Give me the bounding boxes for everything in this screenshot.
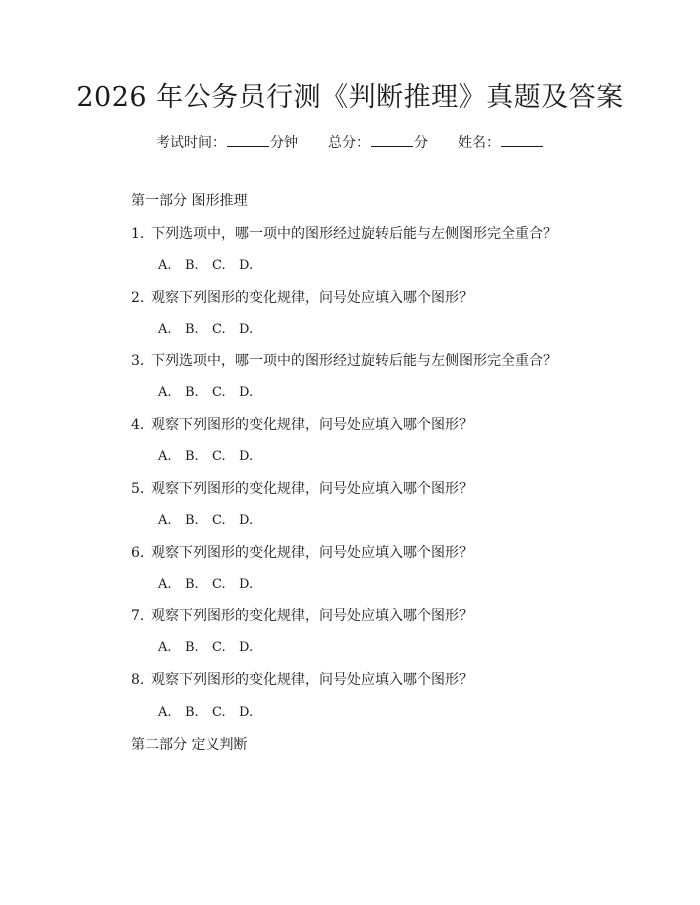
score-unit: 分 (414, 135, 428, 151)
question-item (131, 670, 473, 690)
answer-options (158, 320, 266, 340)
question-item (131, 224, 557, 244)
option-b[interactable]: B. (185, 322, 199, 337)
question-text: 下列选项中，哪一项中的图形经过旋转后能与左侧图形完全重合？ (151, 353, 557, 369)
option-b[interactable]: B. (185, 577, 199, 592)
answer-options (158, 703, 266, 723)
question-text: 观察下列图形的变化规律，问号处应填入哪个图形？ (151, 417, 473, 433)
answer-options (158, 383, 266, 403)
option-a[interactable]: A. (158, 385, 172, 400)
time-blank[interactable] (227, 131, 269, 147)
score-blank[interactable] (371, 131, 413, 147)
option-d[interactable]: D. (239, 449, 254, 464)
option-a[interactable]: A. (158, 640, 172, 655)
option-c[interactable]: C. (212, 705, 226, 720)
question-text: 观察下列图形的变化规律，问号处应填入哪个图形？ (151, 608, 473, 624)
answer-options (158, 256, 266, 276)
section-heading-1: 第一部分 图形推理 (131, 193, 248, 209)
option-d[interactable]: D. (239, 705, 254, 720)
question-number: 4. (131, 417, 145, 433)
option-a[interactable]: A. (158, 322, 172, 337)
answer-options (158, 575, 266, 595)
option-d[interactable]: D. (239, 640, 254, 655)
option-a[interactable]: A. (158, 513, 172, 528)
time-label: 考试时间： (156, 135, 226, 151)
option-c[interactable]: C. (212, 322, 226, 337)
question-text: 下列选项中，哪一项中的图形经过旋转后能与左侧图形完全重合？ (151, 226, 557, 242)
question-item (131, 415, 473, 435)
option-c[interactable]: C. (212, 577, 226, 592)
option-d[interactable]: D. (239, 322, 254, 337)
question-item (131, 479, 473, 499)
option-b[interactable]: B. (185, 513, 199, 528)
question-number: 1. (131, 226, 145, 242)
option-b[interactable]: B. (185, 449, 199, 464)
question-text: 观察下列图形的变化规律，问号处应填入哪个图形？ (151, 672, 473, 688)
option-b[interactable]: B. (185, 385, 199, 400)
option-c[interactable]: C. (212, 258, 226, 273)
question-number: 6. (131, 545, 145, 561)
question-number: 5. (131, 481, 145, 497)
option-b[interactable]: B. (185, 640, 199, 655)
option-d[interactable]: D. (239, 577, 254, 592)
option-d[interactable]: D. (239, 258, 254, 273)
option-d[interactable]: D. (239, 513, 254, 528)
question-item (131, 606, 473, 626)
name-blank[interactable] (501, 131, 543, 147)
question-item (131, 288, 473, 308)
question-text: 观察下列图形的变化规律，问号处应填入哪个图形？ (151, 481, 473, 497)
option-a[interactable]: A. (158, 705, 172, 720)
section-heading-2: 第二部分 定义判断 (131, 737, 248, 753)
question-number: 7. (131, 608, 145, 624)
option-c[interactable]: C. (212, 640, 226, 655)
score-label: 总分： (328, 135, 370, 151)
answer-options (158, 447, 266, 467)
option-c[interactable]: C. (212, 449, 226, 464)
question-item (131, 351, 557, 371)
question-number: 2. (131, 290, 145, 306)
option-a[interactable]: A. (158, 449, 172, 464)
option-c[interactable]: C. (212, 385, 226, 400)
question-text: 观察下列图形的变化规律，问号处应填入哪个图形？ (151, 545, 473, 561)
question-item (131, 543, 473, 563)
option-b[interactable]: B. (185, 258, 199, 273)
answer-options (158, 511, 266, 531)
exam-info-line (0, 131, 700, 153)
name-label: 姓名： (458, 135, 500, 151)
option-d[interactable]: D. (239, 385, 254, 400)
document-title: 2026 年公务员行测《判断推理》真题及答案 (76, 82, 624, 113)
option-a[interactable]: A. (158, 258, 172, 273)
question-number: 3. (131, 353, 145, 369)
answer-options (158, 638, 266, 658)
option-b[interactable]: B. (185, 705, 199, 720)
option-a[interactable]: A. (158, 577, 172, 592)
time-unit: 分钟 (270, 135, 298, 151)
option-c[interactable]: C. (212, 513, 226, 528)
question-text: 观察下列图形的变化规律，问号处应填入哪个图形？ (151, 290, 473, 306)
question-number: 8. (131, 672, 145, 688)
